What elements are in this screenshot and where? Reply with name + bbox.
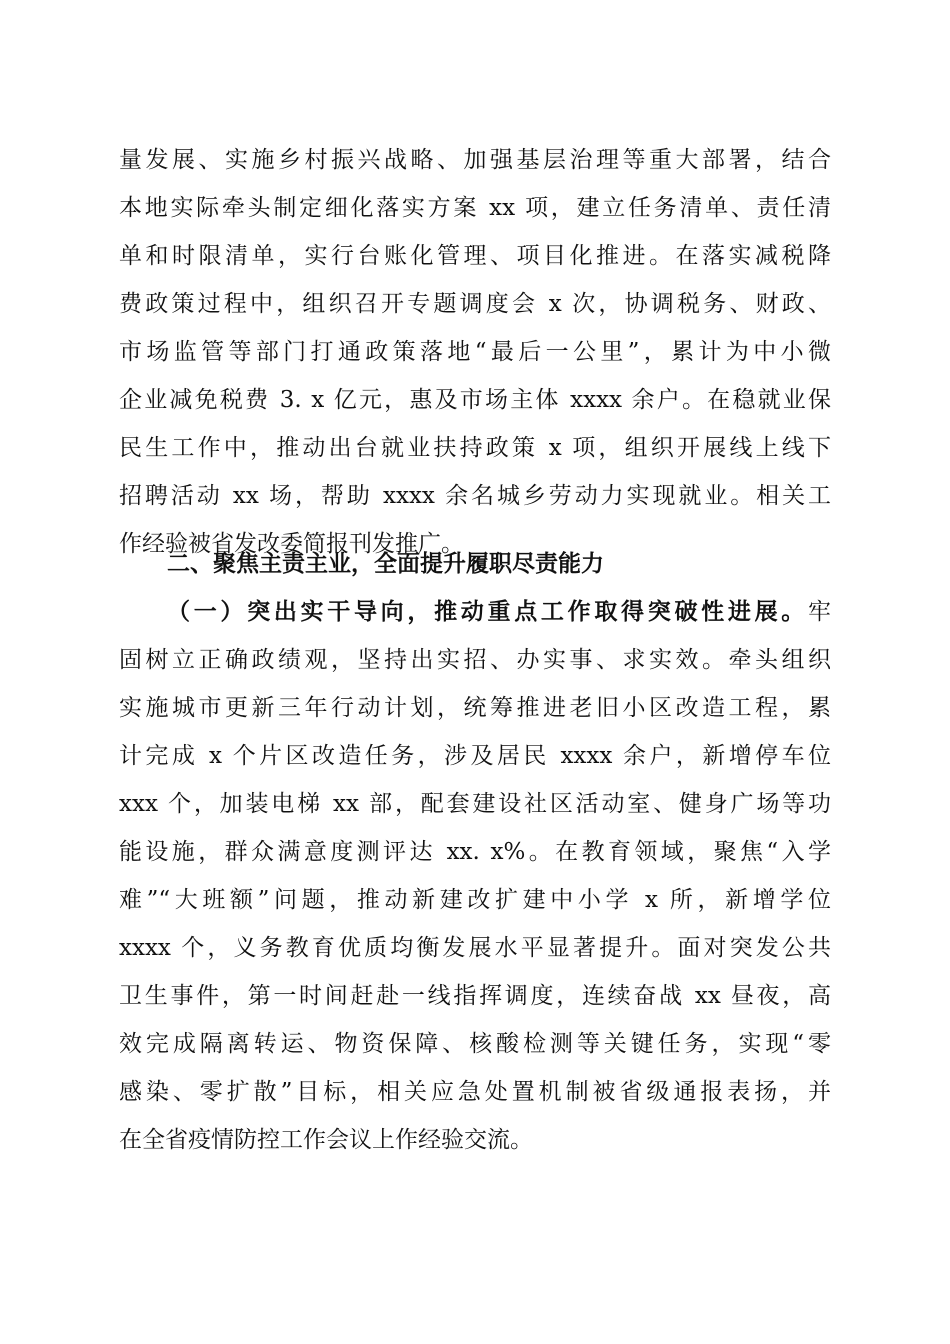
paragraph-line: 民生工作中，推动出台就业扶持政策 x 项，组织开展线上线下 [119, 435, 831, 461]
paragraph-line: 作经验被省发改委简报刊发推广。 [119, 531, 464, 557]
paragraph-line: 效完成隔离转运、物资保障、核酸检测等关键任务，实现“零 [119, 1031, 831, 1057]
paragraph-line: 费政策过程中，组织召开专题调度会 x 次，协调税务、财政、 [119, 291, 831, 317]
paragraph-line: 能设施，群众满意度测评达 xx. x%。在教育领域，聚焦“入学 [119, 839, 831, 865]
paragraph-line: 单和时限清单，实行台账化管理、项目化推进。在落实减税降 [119, 243, 831, 269]
paragraph-line: 市场监管等部门打通政策落地“最后一公里”，累计为中小微 [119, 339, 831, 365]
paragraph-line: 实施城市更新三年行动计划，统筹推进老旧小区改造工程，累 [119, 695, 831, 721]
paragraph-line: 量发展、实施乡村振兴战略、加强基层治理等重大部署，结合 [119, 147, 831, 173]
paragraph-line: xxx 个，加装电梯 xx 部，配套建设社区活动室、健身广场等功 [119, 791, 831, 817]
paragraph-line: 招聘活动 xx 场，帮助 xxxx 余名城乡劳动力实现就业。相关工 [119, 483, 831, 509]
paragraph-line: 难”“大班额”问题，推动新建改扩建中小学 x 所，新增学位 [119, 887, 831, 913]
paragraph-line: 本地实际牵头制定细化落实方案 xx 项，建立任务清单、责任清 [119, 195, 831, 221]
paragraph-line: 固树立正确政绩观，坚持出实招、办实事、求实效。牵头组织 [119, 647, 831, 673]
paragraph-line: 感染、零扩散”目标，相关应急处置机制被省级通报表扬，并 [119, 1079, 831, 1105]
section-heading: 二、聚焦主责主业，全面提升履职尽责能力 [167, 551, 604, 577]
paragraph-line: 在全省疫情防控工作会议上作经验交流。 [119, 1127, 533, 1153]
paragraph-first-line [167, 592, 831, 632]
paragraph-line-rest: 牢 [808, 599, 831, 625]
paragraph-subheading: （一）突出实干导向，推动重点工作取得突破性进展。 [167, 599, 808, 625]
paragraph-line: 卫生事件，第一时间赶赴一线指挥调度，连续奋战 xx 昼夜，高 [119, 983, 831, 1009]
paragraph-line: 计完成 x 个片区改造任务，涉及居民 xxxx 余户，新增停车位 [119, 743, 831, 769]
paragraph-line: xxxx 个，义务教育优质均衡发展水平显著提升。面对突发公共 [119, 935, 831, 961]
paragraph-line: 企业减免税费 3. x 亿元，惠及市场主体 xxxx 余户。在稳就业保 [119, 387, 831, 413]
